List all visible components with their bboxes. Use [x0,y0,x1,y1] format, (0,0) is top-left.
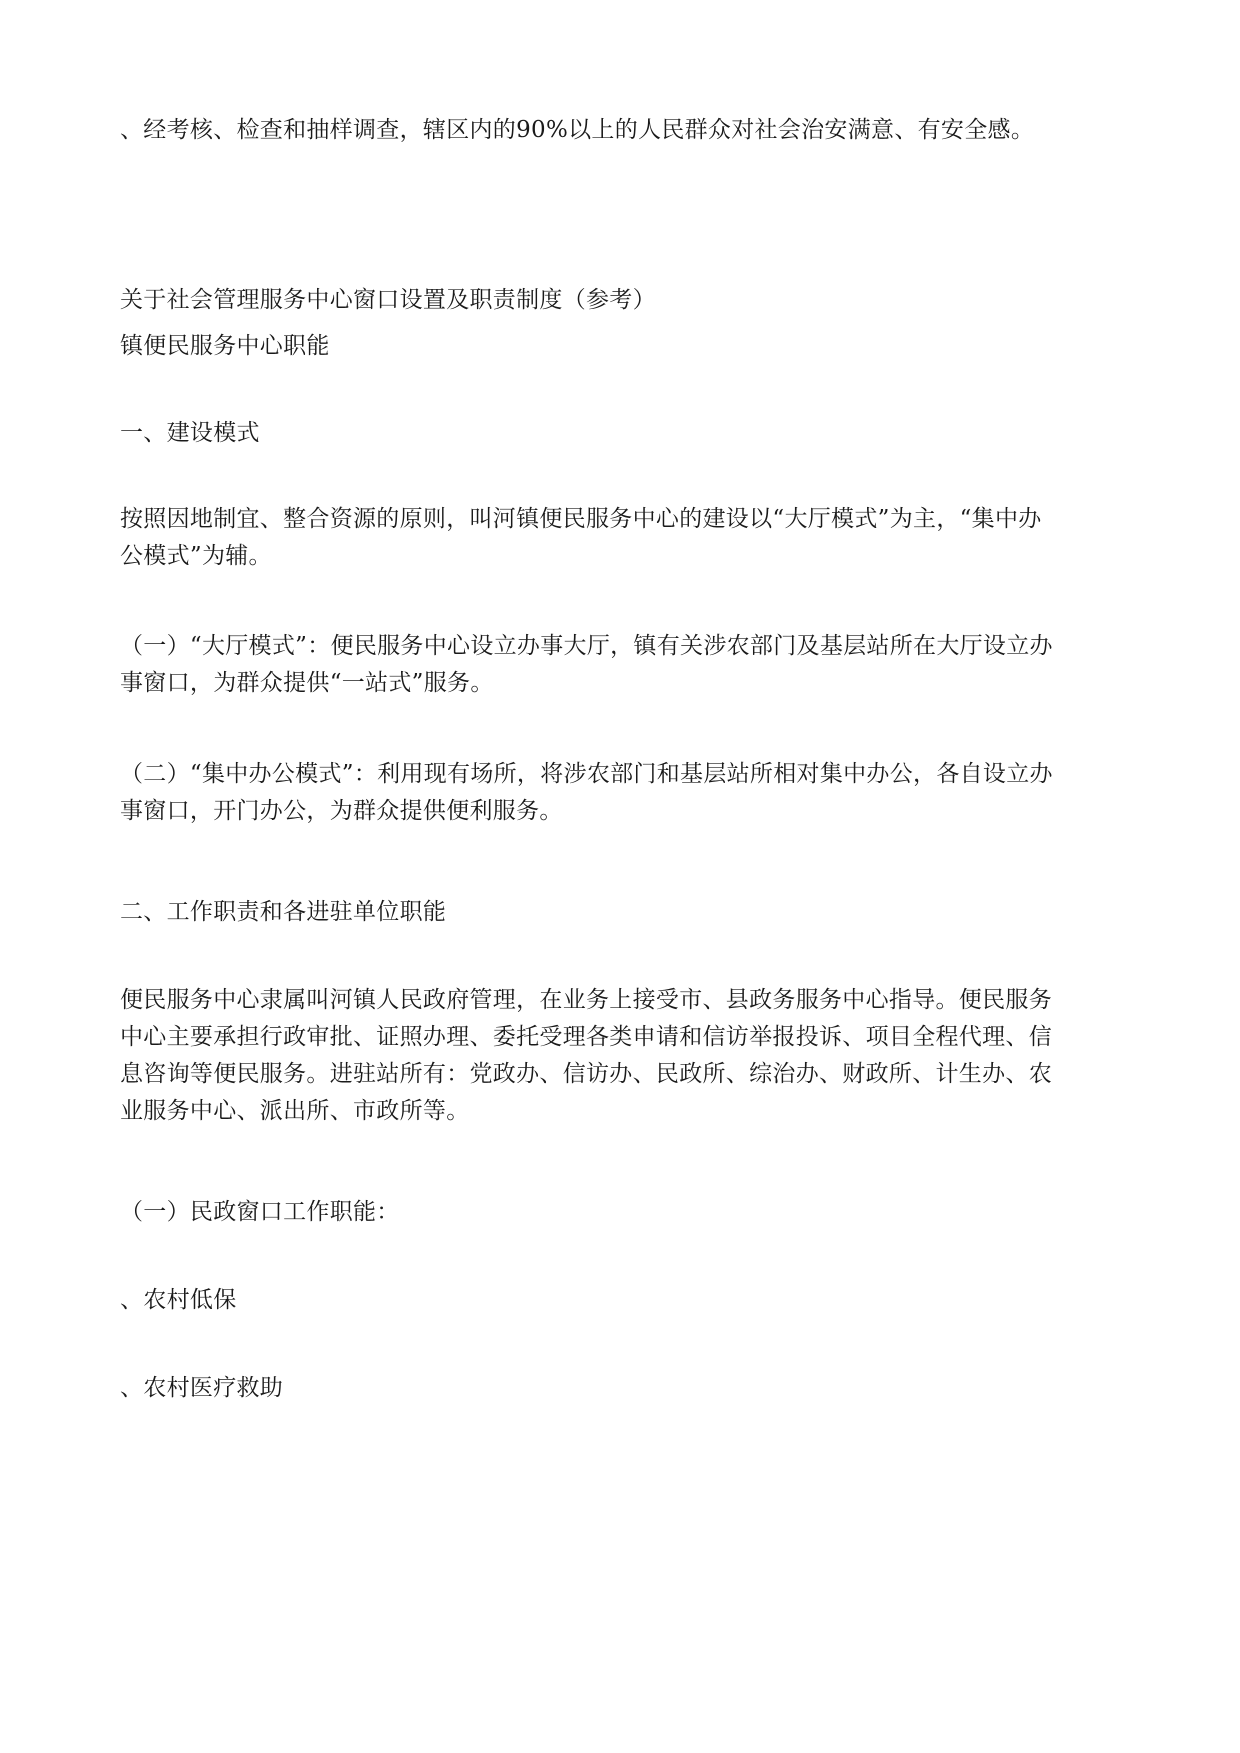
paragraph-line: 按照因地制宜、整合资源的原则，叫河镇便民服务中心的建设以“大厅模式”为主，“集中办 [120,506,1042,532]
paragraph-line: （一）“大厅模式”：便民服务中心设立办事大厅，镇有关涉农部门及基层站所在大厅设立办 [120,633,1053,659]
section-heading-duties: 二、工作职责和各进驻单位职能 [120,899,447,925]
paragraph-line: 事窗口，为群众提供“一站式”服务。 [120,670,494,696]
paragraph-line: 事窗口，开门办公，为群众提供便利服务。 [120,798,563,824]
text-line-safety-satisfaction: 、经考核、检查和抽样调查，辖区内的90%以上的人民群众对社会治安满意、有安全感。 [120,117,1035,143]
subsection-heading-civil-affairs: （一）民政窗口工作职能： [120,1199,400,1225]
list-item-rural-minimum-living: 、农村低保 [120,1287,237,1313]
paragraph-line: 便民服务中心隶属叫河镇人民政府管理，在业务上接受市、县政务服务中心指导。便民服务 [120,987,1052,1013]
paragraph-construction-principle [120,501,1120,575]
section-heading-construction-mode: 一、建设模式 [120,420,260,446]
paragraph-line: 业服务中心、派出所、市政所等。 [120,1098,470,1124]
paragraph-line: 中心主要承担行政审批、证照办理、委托受理各类申请和信访举报投诉、项目全程代理、信 [120,1024,1052,1050]
paragraph-line: （二）“集中办公模式”：利用现有场所，将涉农部门和基层站所相对集中办公，各自设立办 [120,761,1053,787]
document-title: 关于社会管理服务中心窗口设置及职责制度（参考） [120,287,656,313]
paragraph-line: 息咨询等便民服务。进驻站所有：党政办、信访办、民政所、综治办、财政所、计生办、农 [120,1061,1052,1087]
list-item-rural-medical-aid: 、农村医疗救助 [120,1375,284,1401]
paragraph-centralized-office-mode [120,756,1120,830]
paragraph-line: 公模式”为辅。 [120,543,272,569]
paragraph-service-center-duties [120,982,1120,1130]
document-subtitle: 镇便民服务中心职能 [120,333,330,359]
paragraph-hall-mode [120,628,1120,702]
